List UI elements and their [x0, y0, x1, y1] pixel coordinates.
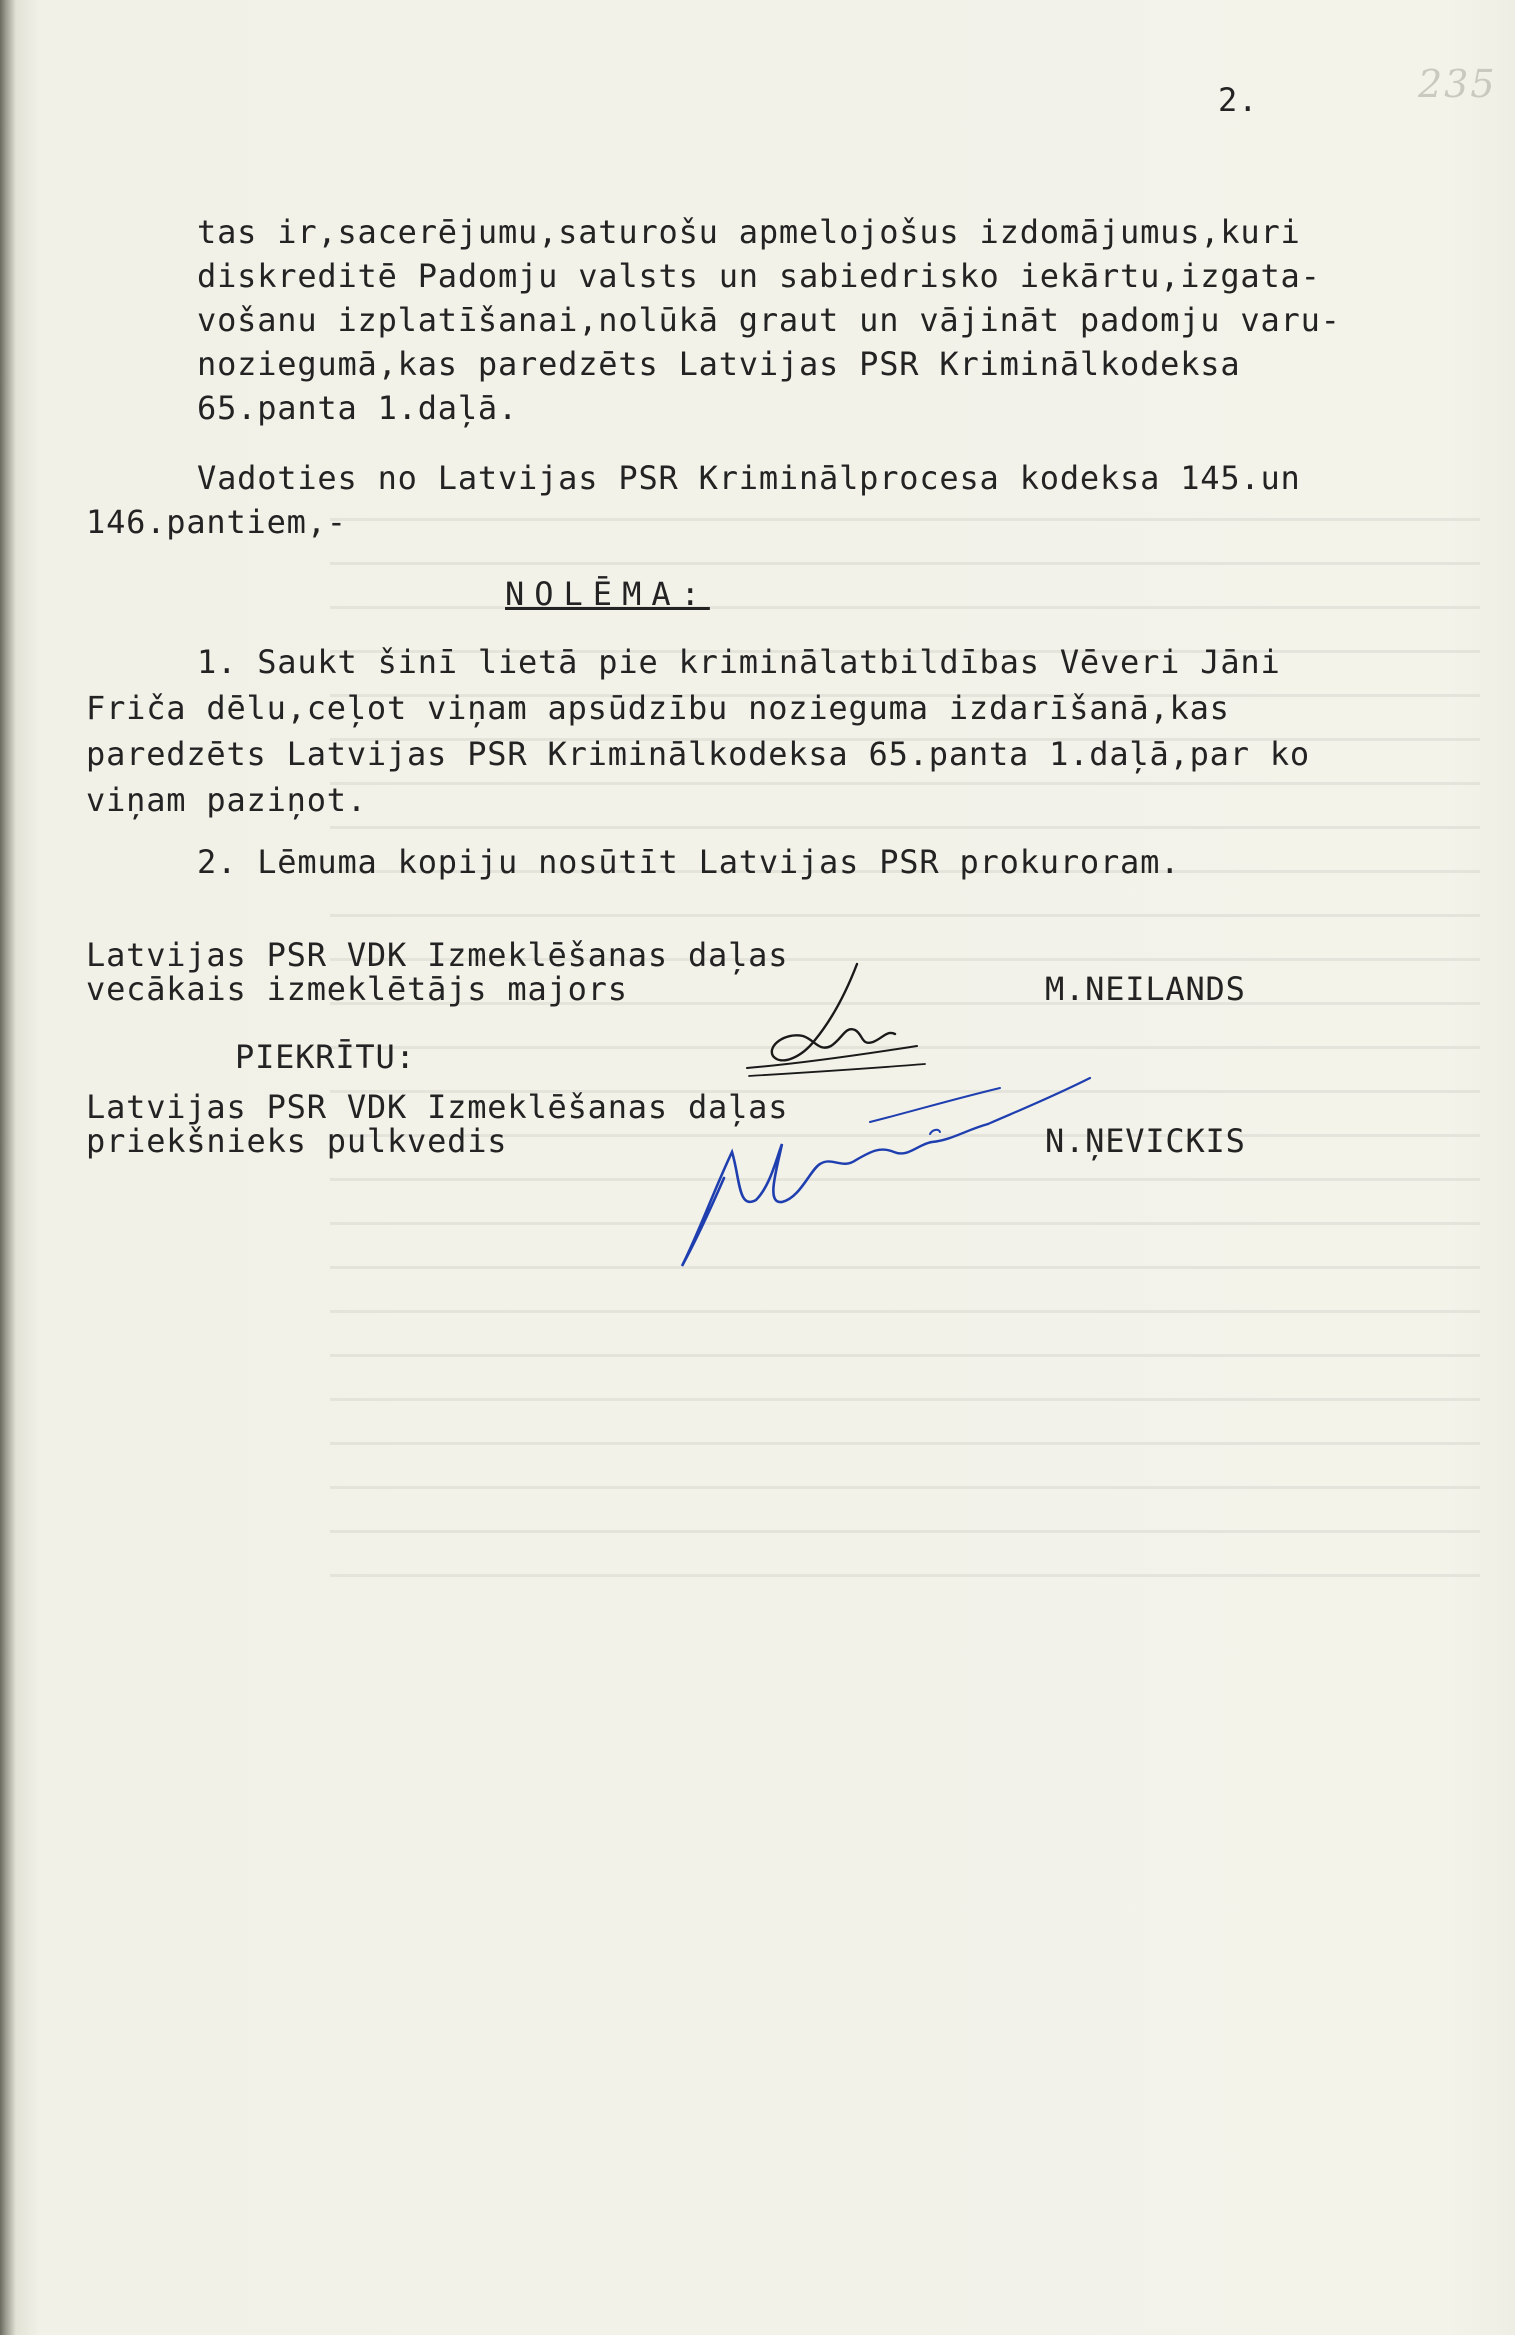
approval-label: PIEKRĪTU: — [235, 1038, 416, 1076]
body-line: noziegumā,kas paredzēts Latvijas PSR Kriminālkodeksa — [197, 345, 1241, 383]
body-line: diskreditē Padomju valsts un sabiedrisko iekārtu,izgata- — [197, 257, 1321, 295]
signatory-1-name: M.NEILANDS — [1045, 970, 1246, 1008]
body-line: 146.pantiem,- — [86, 503, 347, 541]
signatory-1-rank: vecākais izmeklētājs majors — [86, 970, 628, 1008]
resolution-line: 1. Saukt šinī lietā pie kriminālatbildības Vēveri Jāni — [197, 643, 1281, 681]
signatory-2-title: Latvijas PSR VDK Izmeklēšanas daļas — [86, 1088, 789, 1126]
signatory-2-name: N.ŅEVICKIS — [1045, 1122, 1246, 1160]
resolution-heading: NOLĒMA: — [505, 575, 710, 613]
signatory-1-title: Latvijas PSR VDK Izmeklēšanas daļas — [86, 936, 789, 974]
resolution-line: viņam paziņot. — [86, 781, 367, 819]
page-number: 2. — [1218, 81, 1259, 119]
body-line: 65.panta 1.daļā. — [197, 389, 519, 427]
body-line: vošanu izplatīšanai,nolūkā graut un vājināt padomju varu- — [197, 301, 1341, 339]
resolution-line: paredzēts Latvijas PSR Kriminālkodeksa 65.panta 1.daļā,par ko — [86, 735, 1311, 773]
archive-folio-number: 235 — [1418, 62, 1497, 106]
resolution-line: Friča dēlu,ceļot viņam apsūdzību nozieguma izdarīšanā,kas — [86, 689, 1230, 727]
body-line: Vadoties no Latvijas PSR Kriminālprocesa kodeksa 145.un — [197, 459, 1301, 497]
signatory-2-rank: priekšnieks pulkvedis — [86, 1122, 508, 1160]
resolution-line: 2. Lēmuma kopiju nosūtīt Latvijas PSR prokuroram. — [197, 843, 1181, 881]
body-line: tas ir,sacerējumu,saturošu apmelojošus izdomājumus,kuri — [197, 213, 1301, 251]
handwritten-signature-nevickis — [670, 1060, 1150, 1270]
